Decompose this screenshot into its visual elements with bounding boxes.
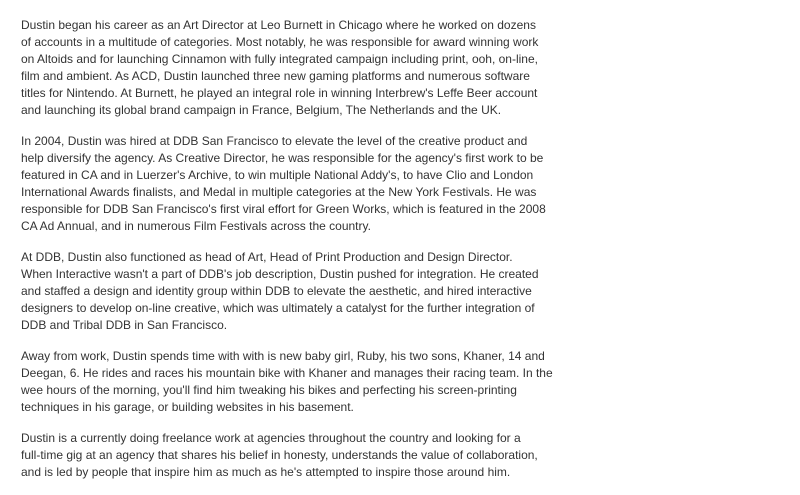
text-line: featured in CA and in Luerzer's Archive, to win multiple National Addy's, to have Clio and London bbox=[21, 168, 534, 182]
text-line: film and ambient. As ACD, Dustin launched three new gaming platforms and numerous software bbox=[21, 69, 530, 83]
bio-paragraph-current bbox=[21, 430, 791, 481]
text-line: on Altoids and for launching Cinnamon with fully integrated campaign including print, ooh, on-line, bbox=[21, 52, 538, 66]
text-line: responsible for DDB San Francisco's first viral effort for Green Works, which is featured in the 2008 bbox=[21, 202, 546, 216]
bio-paragraph-ddb-integration bbox=[21, 249, 791, 334]
text-line: and launching its global brand campaign in France, Belgium, The Netherlands and the UK. bbox=[21, 103, 502, 117]
bio-paragraph-personal bbox=[21, 348, 791, 416]
text-line: of accounts in a multitude of categories. Most notably, he was responsible for award winning work bbox=[21, 35, 539, 49]
text-line: Dustin began his career as an Art Director at Leo Burnett in Chicago where he worked on dozens bbox=[21, 18, 536, 32]
text-line: When Interactive wasn't a part of DDB's job description, Dustin pushed for integration. He created bbox=[21, 267, 539, 281]
text-line: designers to develop on-line creative, which was ultimately a catalyst for the further integration of bbox=[21, 301, 535, 315]
text-line: and staffed a design and identity group within DDB to elevate the aesthetic, and hired interactive bbox=[21, 284, 532, 298]
text-line: Dustin is a currently doing freelance work at agencies throughout the country and looking for a bbox=[21, 431, 521, 445]
text-line: full-time gig at an agency that shares his belief in honesty, understands the value of collaboration, bbox=[21, 448, 538, 462]
text-line: CA Ad Annual, and in numerous Film Festivals across the country. bbox=[21, 219, 371, 233]
text-line: titles for Nintendo. At Burnett, he played an integral role in winning Interbrew's Leffe Beer account bbox=[21, 86, 538, 100]
text-line: techniques in his garage, or building websites in his basement. bbox=[21, 400, 354, 414]
text-line: help diversify the agency. As Creative Director, he was responsible for the agency's first work to be bbox=[21, 151, 544, 165]
text-line: Away from work, Dustin spends time with with is new baby girl, Ruby, his two sons, Khaner, 14 and bbox=[21, 349, 545, 363]
bio-paragraph-career-start bbox=[21, 17, 791, 119]
text-line: International Awards finalists, and Medal in multiple categories at the New York Festivals. He was bbox=[21, 185, 537, 199]
text-line: At DDB, Dustin also functioned as head of Art, Head of Print Production and Design Director. bbox=[21, 250, 513, 264]
text-line: and is led by people that inspire him as much as he's attempted to inspire those around him. bbox=[21, 465, 511, 479]
text-line: In 2004, Dustin was hired at DDB San Francisco to elevate the level of the creative product and bbox=[21, 134, 528, 148]
bio-text bbox=[21, 17, 791, 495]
text-line: wee hours of the morning, you'll find him tweaking his bikes and perfecting his screen-printing bbox=[21, 383, 517, 397]
text-line: DDB and Tribal DDB in San Francisco. bbox=[21, 318, 228, 332]
bio-paragraph-ddb-creative-director bbox=[21, 133, 791, 235]
text-line: Deegan, 6. He rides and races his mountain bike with Khaner and manages their racing team. In the bbox=[21, 366, 553, 380]
